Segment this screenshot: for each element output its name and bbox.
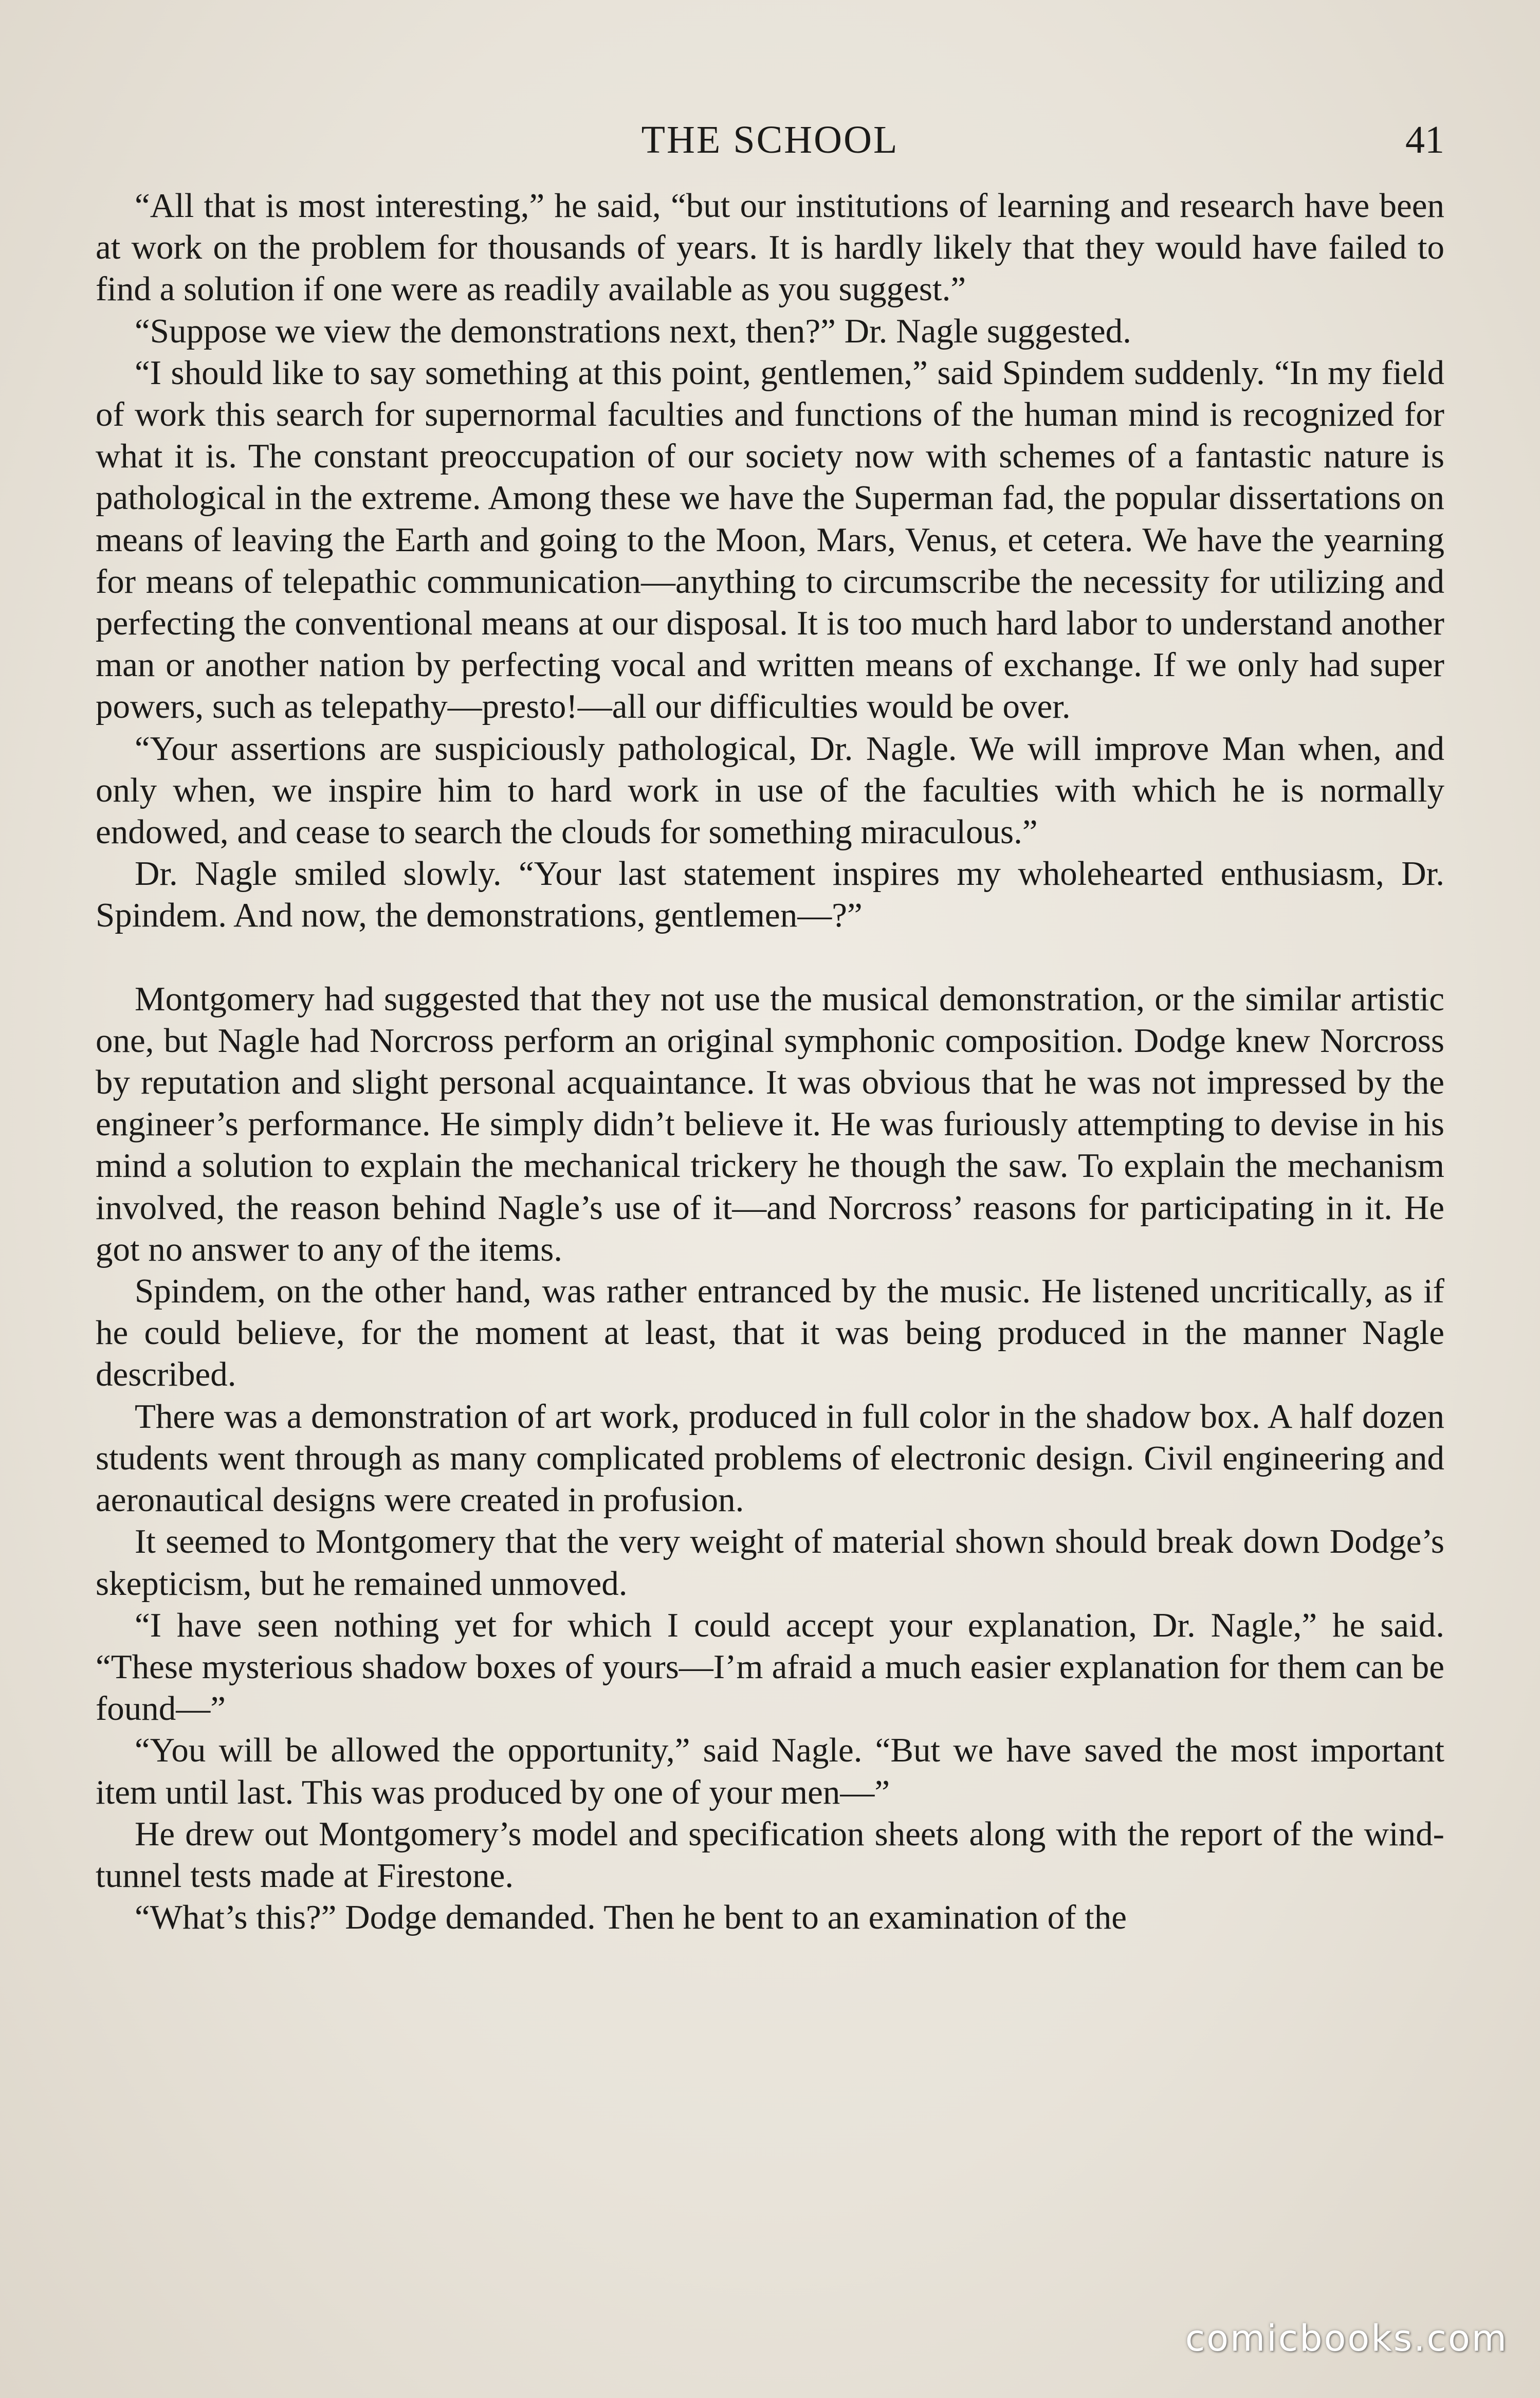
paragraph-10: “I have seen nothing yet for which I could accept your explanation, Dr. Nagle,” he said. “These mysterious shadow boxes of yours—I’m afraid a much easier explanation for them can be found—” [96, 1606, 1444, 1728]
running-head [96, 114, 1444, 166]
paragraph-4: “Your assertions are suspiciously pathological, Dr. Nagle. We will improve Man when, and only when, we inspire him to hard work in use of the faculties with which he is normally endowed, and cease to search the clouds for something miraculous.” [96, 729, 1444, 851]
paragraph-5: Dr. Nagle smiled slowly. “Your last statement inspires my wholehearted enthusiasm, Dr. Spindem. And now, the demonstrations, gentlemen—?” [96, 855, 1444, 935]
page-number: 41 [1405, 118, 1444, 161]
site-watermark: comicbooks.com [1185, 2317, 1508, 2359]
paragraph-2: “Suppose we view the demonstrations next, then?” Dr. Nagle suggested. [135, 312, 1131, 350]
running-title: THE SCHOOL [641, 118, 899, 161]
paragraph-6: Montgomery had suggested that they not use the musical demonstration, or the similar artistic one, but Nagle had Norcross perform an original symphonic composition. Dodge knew Norcross by reputation and slight personal acquaintance. It was obvious that he was not impressed by the engineer’s performance. He simply didn’t believe it. He was furiously attempting to devise in his mind a solution to explain the mechanical trickery he though the saw. To explain the mechanism involved, the reason behind Nagle’s use of it—and Norcross’ reasons for participating in it. He got no answer to any of the items. [96, 979, 1444, 1268]
paragraph-9: It seemed to Montgomery that the very weight of material shown should break down Dodge’s skepticism, but he remained unmoved. [96, 1522, 1444, 1603]
paragraph-1: “All that is most interesting,” he said, “but our institutions of learning and research have been at work on the problem for thousands of years. It is hardly likely that they would have failed to find a solution if one were as readily available as you suggest.” [96, 187, 1444, 308]
paragraph-11: “You will be allowed the opportunity,” said Nagle. “But we have saved the most important item until last. This was produced by one of your men—” [96, 1731, 1444, 1811]
paragraph-8: There was a demonstration of art work, produced in full color in the shadow box. A half dozen students went through as many complicated problems of electronic design. Civil engineering and aeronautical designs were created in profusion. [96, 1397, 1444, 1519]
paragraph-13: “What’s this?” Dodge demanded. Then he bent to an examination of the [135, 1898, 1127, 1937]
paragraph-7: Spindem, on the other hand, was rather entranced by the music. He listened uncritically, as if he could believe, for the moment at least, that it was being produced in the manner Nagle described. [96, 1272, 1444, 1394]
body-text [96, 185, 1444, 1938]
paragraph-12: He drew out Montgomery’s model and specification sheets along with the report of the wind-tunnel tests made at Firestone. [96, 1814, 1444, 1895]
paragraph-3: “I should like to say something at this point, gentlemen,” said Spindem suddenly. “In my field of work this search for supernormal faculties and functions of the human mind is recognized for what it is. The constant preoccupation of our society now with schemes of a fantastic nature is pathological in the extreme. Among these we have the Superman fad, the popular dissertations on means of leaving the Earth and going to the Moon, Mars, Venus, et cetera. We have the yearning for means of telepathic communication—anything to circumscribe the necessity for utilizing and perfecting the conventional means at our disposal. It is too much hard labor to understand another man or another nation by perfecting vocal and written means of exchange. If we only had super powers, such as telepathy—presto!—all our difficulties would be over. [96, 353, 1444, 726]
page [96, 0, 1444, 2398]
